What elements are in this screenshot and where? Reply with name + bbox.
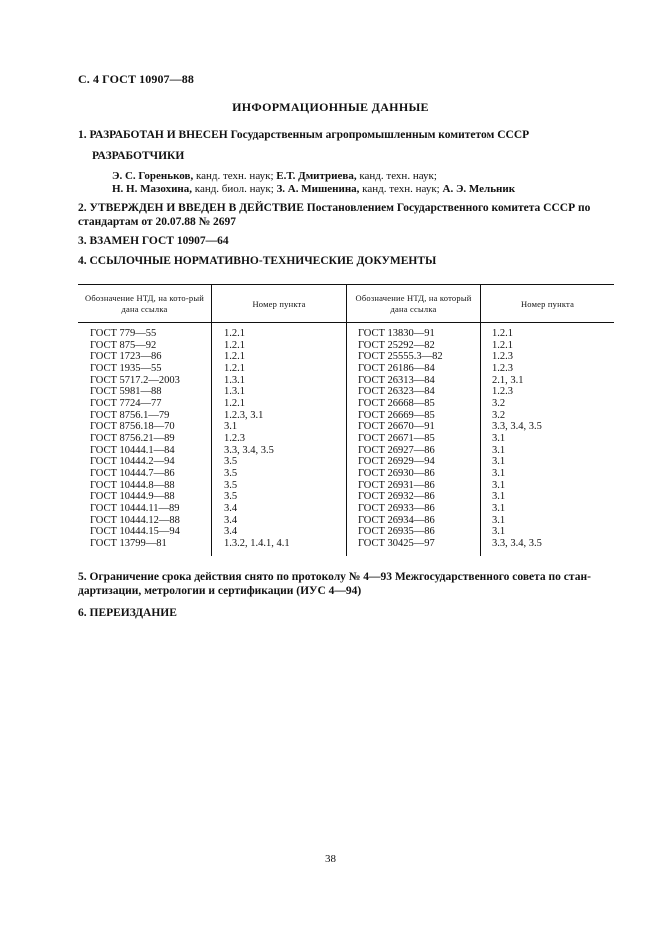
table-cell: 3.4 <box>224 502 238 514</box>
table-cell: ГОСТ 26929—94 <box>358 456 435 468</box>
table-cell: ГОСТ 10444.11—89 <box>90 502 180 514</box>
table-cell: 3.1 <box>492 432 506 444</box>
table-cell: ГОСТ 26323—84 <box>358 386 435 398</box>
table-cell: 3.1 <box>492 456 506 468</box>
developers-line-2 <box>112 183 515 195</box>
table-cell: 3.1 <box>492 514 506 526</box>
developer-name: Е.Т. Дмитриева, <box>276 170 357 182</box>
table-cell: ГОСТ 26931—86 <box>358 479 435 491</box>
section-1-developed-by: 1. РАЗРАБОТАН И ВНЕСЕН Государственным агропромышленным комитетом СССР <box>78 129 530 141</box>
table-cell: ГОСТ 10444.12—88 <box>90 514 180 526</box>
table-cell: 3.5 <box>224 456 238 468</box>
table-cell: ГОСТ 875—92 <box>90 339 157 351</box>
table-cell: 1.2.3 <box>492 386 513 398</box>
table-cell: ГОСТ 10444.2—94 <box>90 456 175 468</box>
table-col-divider <box>346 284 347 556</box>
table-cell: ГОСТ 13799—81 <box>90 537 167 549</box>
table-cell: ГОСТ 26669—85 <box>358 409 435 421</box>
table-cell: 1.2.1 <box>224 397 245 409</box>
right-items-column <box>492 328 542 549</box>
table-cell: 3.1 <box>224 421 238 433</box>
header-left-item: Номер пункта <box>252 298 306 309</box>
table-cell: 1.3.1 <box>224 386 245 398</box>
table-cell: ГОСТ 26668—85 <box>358 397 435 409</box>
table-cell: 3.4 <box>224 526 238 538</box>
page-header: С. 4 ГОСТ 10907—88 <box>78 72 194 86</box>
table-cell: 1.2.1 <box>224 339 245 351</box>
table-cell: 1.3.2, 1.4.1, 4.1 <box>224 537 290 549</box>
developer-name: А. Э. Мельник <box>442 183 516 195</box>
header-right-item: Номер пункта <box>520 298 575 309</box>
table-cell: ГОСТ 25292—82 <box>358 339 435 351</box>
table-cell: ГОСТ 26186—84 <box>358 362 435 374</box>
table-cell: 1.2.3 <box>224 432 245 444</box>
developer-degree: канд. техн. наук; <box>356 170 437 182</box>
table-cell: 1.2.3 <box>492 351 513 363</box>
section-5-limitation: 5. Ограничение срока действия снято по протоколу № 4—93 Межгосударственного совета по стан-дартизации, метрологии и сертификации (ИУС 4—94) <box>78 571 591 597</box>
table-cell: ГОСТ 10444.8—88 <box>90 479 175 491</box>
table-cell: ГОСТ 8756.18—70 <box>90 421 175 433</box>
table-col-divider <box>480 284 481 556</box>
table-cell: 3.5 <box>224 479 238 491</box>
table-cell: 3.5 <box>224 491 238 503</box>
table-cell: ГОСТ 10444.7—86 <box>90 467 175 479</box>
table-cell: ГОСТ 5981—88 <box>90 386 162 398</box>
table-cell: ГОСТ 7724—77 <box>90 397 162 409</box>
table-cell: 3.1 <box>492 444 506 456</box>
table-cell: 3.2 <box>492 409 506 421</box>
table-cell: ГОСТ 10444.1—84 <box>90 444 175 456</box>
table-cell: 3.3, 3.4, 3.5 <box>492 537 542 549</box>
developers-label: РАЗРАБОТЧИКИ <box>92 150 185 162</box>
developers-line-1 <box>112 170 437 182</box>
table-cell: 1.2.1 <box>492 328 513 339</box>
left-docs-column <box>90 328 180 549</box>
table-cell: 1.2.1 <box>224 328 245 339</box>
right-docs-column <box>358 328 443 549</box>
table-cell: ГОСТ 26927—86 <box>358 444 435 456</box>
references-table <box>78 284 614 556</box>
table-cell: ГОСТ 8756.21—89 <box>90 432 175 444</box>
header-right-doc: Обозначение НТД, на который дана ссылка <box>355 293 472 314</box>
table-cell: 3.3, 3.4, 3.5 <box>224 444 274 456</box>
table-cell: ГОСТ 26935—86 <box>358 526 435 538</box>
table-cell: 3.5 <box>224 467 238 479</box>
developer-degree: канд. биол. наук; <box>192 183 277 195</box>
header-left-doc: Обозначение НТД, на кото-рый дана ссылка <box>84 293 204 314</box>
table-cell: 3.2 <box>492 397 506 409</box>
table-cell: ГОСТ 13830—91 <box>358 328 435 339</box>
section-3-replaces: 3. ВЗАМЕН ГОСТ 10907—64 <box>78 235 229 247</box>
section-2-approved: 2. УТВЕРЖДЕН И ВВЕДЕН В ДЕЙСТВИЕ Постановлением Государственного комитета СССР по стандартам от 20.07.88 № 2697 <box>78 202 591 228</box>
table-cell: ГОСТ 779—55 <box>90 328 157 339</box>
table-cell: ГОСТ 30425—97 <box>358 537 435 549</box>
table-cell: 3.1 <box>492 467 506 479</box>
developer-name: Э. С. Гореньков, <box>112 170 194 182</box>
table-cell: ГОСТ 26671—85 <box>358 432 435 444</box>
table-cell: 1.2.1 <box>224 351 245 363</box>
developer-name: Н. Н. Мазохина, <box>112 183 193 195</box>
table-cell: ГОСТ 26313—84 <box>358 374 435 386</box>
table-cell: 1.2.1 <box>492 339 513 351</box>
table-cell: ГОСТ 26933—86 <box>358 502 435 514</box>
table-cell: ГОСТ 26932—86 <box>358 491 435 503</box>
section-4-references: 4. ССЫЛОЧНЫЕ НОРМАТИВНО-ТЕХНИЧЕСКИЕ ДОКУМЕНТЫ <box>78 255 437 267</box>
table-cell: ГОСТ 10444.15—94 <box>90 526 180 538</box>
section-title: ИНФОРМАЦИОННЫЕ ДАННЫЕ <box>232 100 429 114</box>
table-cell: ГОСТ 10444.9—88 <box>90 491 175 503</box>
page-number: 38 <box>325 853 336 865</box>
developer-name: З. А. Мишенина, <box>276 183 360 195</box>
table-cell: 1.2.3, 3.1 <box>224 409 264 421</box>
table-cell: 3.3, 3.4, 3.5 <box>492 421 542 433</box>
table-cell: 3.1 <box>492 526 506 538</box>
table-cell: 3.4 <box>224 514 238 526</box>
table-col-divider <box>211 284 212 556</box>
table-cell: 1.2.1 <box>224 362 245 374</box>
section-6-reissue: 6. ПЕРЕИЗДАНИЕ <box>78 607 177 619</box>
table-cell: ГОСТ 5717.2—2003 <box>90 374 180 386</box>
developer-degree: канд. техн. наук; <box>193 170 277 182</box>
table-cell: ГОСТ 25555.3—82 <box>358 351 443 363</box>
table-cell: ГОСТ 26930—86 <box>358 467 435 479</box>
table-cell: ГОСТ 8756.1—79 <box>90 409 170 421</box>
table-cell: 1.3.1 <box>224 374 245 386</box>
table-cell: 3.1 <box>492 479 506 491</box>
table-cell: 1.2.3 <box>492 362 513 374</box>
table-cell: 3.1 <box>492 491 506 503</box>
table-cell: ГОСТ 1935—55 <box>90 362 162 374</box>
table-cell: 3.1 <box>492 502 506 514</box>
table-cell: ГОСТ 1723—86 <box>90 351 162 363</box>
developer-degree: канд. техн. наук; <box>359 183 443 195</box>
table-cell: 2.1, 3.1 <box>492 374 524 386</box>
table-cell: ГОСТ 26934—86 <box>358 514 435 526</box>
table-cell: ГОСТ 26670—91 <box>358 421 435 433</box>
left-items-column <box>224 328 290 549</box>
